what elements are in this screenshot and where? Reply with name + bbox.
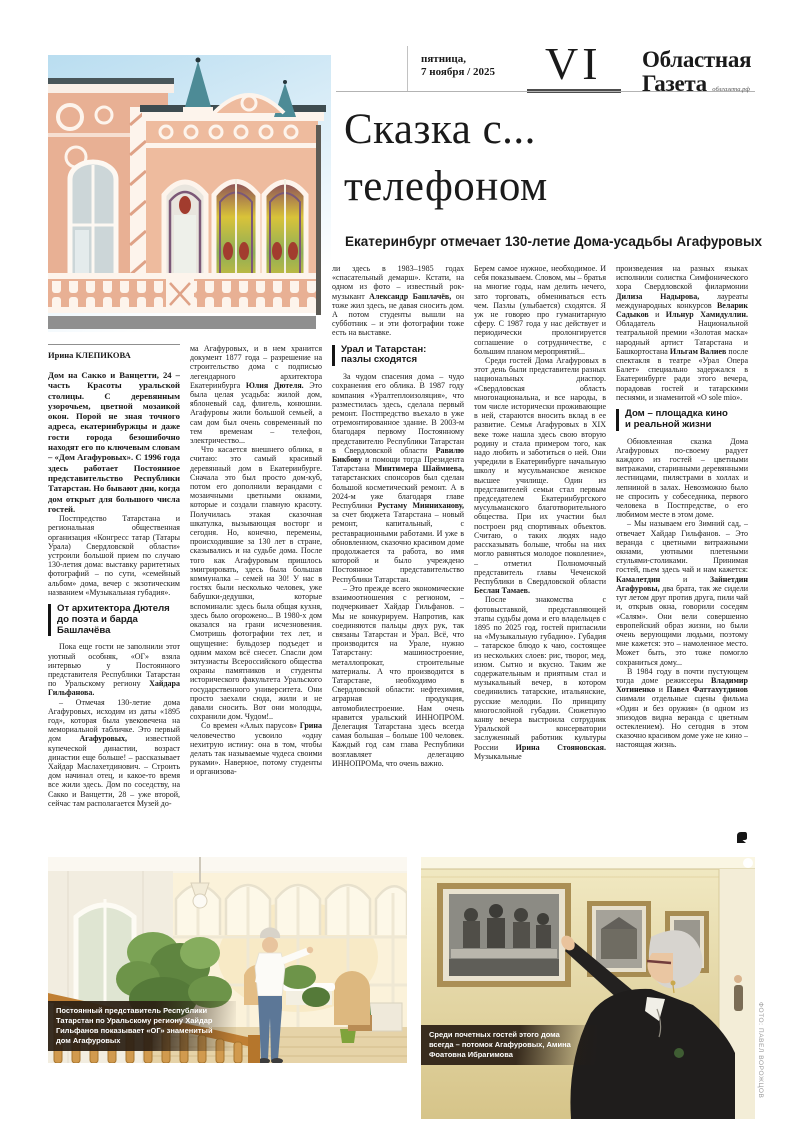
photo-caption-right: Среди почетных гостей этого дома всегда – потомок Агафуровых, Амина Фоатовна Ибрагимова (421, 1025, 597, 1065)
text-column-3 (332, 264, 464, 846)
subhead-line: до поэта и барда Башлачёва (57, 613, 138, 636)
lede-paragraph: Дом на Сакко и Ванцетти, 24 – часть Красоты уральской столицы. С деревянным узорочьем, цветной мозаикой окон. Порой не зная точного адреса, екатеринбуржцы и даже гости города безошибочно находят его по ключевым словам – «Дом Агафуровых». С 1996 года здесь работает Постоянное представительство Республики Татарстан. Но бывают дни, когда дом открыт для большого числа гостей. (48, 370, 180, 514)
headline-line2: телефоном (344, 163, 548, 210)
subhead-line: Дом – площадка кино (625, 408, 728, 420)
byline: Ирина КЛЕПИКОВА (48, 344, 180, 361)
text-column-2 (190, 344, 322, 857)
paragraph: Берем самое нужное, необходимое. И себя показываем. Словом, мы – братья на многие годы, нам делить нечего, зато торговать, обмениваться есть чем. Пазлы (улыбается) сходятся. Я уж не говорю про гуманитарную сферу. С 1987 года у нас действует и периодически пролонгируется соглашение о сотрудничестве, с большим планом мероприятий... (474, 264, 606, 356)
paragraph: – Отмечая 130-летие дома Агафуровых, исходим из даты «1895 год», которая была увековечена на мемориальной табличке. Это первый дом Агафуровых, известной купеческой династии, возраст династии еще больше! – рассказывает Хайдар Маслахетдинович. – Строить дом начинал отец, и какое-то время все жили здесь. Дом по соседству, на Сакко и Ванцетти, 28 – уже второй, сейчас там располагается Музей до- (48, 697, 180, 808)
paragraph: Что касается внешнего облика, я считаю: это самый красивый деревянный дом в Екатеринбурге. Сначала это был просто дом-куб, потом его дополнили верандами с мозаичными цветными окнами, которые и создали главную красоту. Получилась этакая сказочная шкатулка, вызывающая восторг и сегодня. Но, конечно, перемены, происходившие за 130 лет в стране, сказывались и на судьбе дома. После того как Агафуровым пришлось эмигрировать, здесь была большая коммуналка – семей на 30! У нас в гостях были несколько человек, уже бабушки-дедушки, которые вспоминали: здесь была общая кухня, здесь было огорожено... В 1980-х дом оказался на грани исчезновения. Смотришь фотографии тех лет, и ощущение: бульдозер подъедет и одним махом всё снесет. Спасли дом энтузиасты Всероссийского общества охраны памятников и студенты исторического факультета Уральского государственного университета. Они просто заехали сюда, жили и не давали сносить. Вот они молодцы, сохранили дом. Чудом!.. (190, 445, 322, 722)
masthead-divider (407, 46, 408, 92)
text-column-4 (474, 264, 606, 846)
paragraph: За чудом спасения дома – чудо сохранения его облика. В 1987 году компания «Уралтеплоизоляция», что разместилась здесь, сделала первый ремонт. Постпредство въехало в уже отремонтированное здание. В 2003-м благодаря первому Постоянному представителю Республики Татарстан в Свердловской области Равилю Бикбову и помощи тогда Президента Татарстана Минтимера Шаймиева, татарстанских спонсоров был сделан большой косметический ремонт. А в 2024-м уже благодаря главе Республики Рустаму Минниханову, за счет бюджета Татарстана – новый ремонт, капитальный, с реставрационными работами. И уже в обновленном, сказочно красивом доме продолжается та работа, во имя которой и было учреждено Постоянное представительство Республики Татарстан. (332, 372, 464, 584)
article-headline (344, 101, 548, 215)
subhead-ural-tatarstan (332, 345, 464, 367)
photo-credit: ФОТО: ПАВЕЛ ВОРОЖЦОВ (757, 1002, 764, 1099)
paragraph: произведения на разных языках исполнили солистка Симфонического хора Свердловской филармонии Дилиза Надырова, лауреаты международных конкурсов Веларик Садыков и Ильнур Хамидуллин. Обладатель Национальной театральной премии «Золотая маска» народный артист Татарстана и Башкортостана Ильгам Валиев после спектакля в театре «Урал Опера Балет» специально задержался в Екатеринбурге ради этого вечера, порадовав гостей и татарскими песнями, и знаменитой «O sole mio». (616, 264, 748, 402)
photo-winter-garden (48, 857, 407, 1063)
subhead-architect (48, 604, 180, 636)
house-facade-illustration (48, 55, 331, 332)
newspaper-title (642, 48, 751, 102)
paragraph: ма Агафуровых, и в нем хранится документ 1877 года – разрешение на строительство дома с подписью легендарного архитектора Екатеринбурга Юлия Дютеля. Это была целая усадьба: жилой дом, яблоневый сад, флигель, конюшни. Агафуровы жили большой семьей, а сам дом был очень современный по тем временам – телефон, электричество... (190, 344, 322, 446)
subhead-line: пазлы сходятся (341, 354, 418, 366)
paragraph: Со времен «Алых парусов» Грина человечество усвоило «одну нехитрую истину: она в том, чтобы делать так называемые чудеса своими руками». Наверное, потому студенты и организова- (190, 721, 322, 777)
photo-gallery-guest (421, 857, 755, 1119)
subhead-line: От архитектора Дютеля (57, 602, 170, 614)
paragraph: Среди гостей Дома Агафуровых в этот день были представители разных национальных диаспор. «Свердловская область многонациональна, и все народы, в том числе исторически проживающие в ней, стараются вносить вклад в ее развитие. Семья Агафуровых в XIX веке тоже нашла здесь свою вторую родину и стала примером того, как надо любить и заботиться о ней. Они учредили в Екатеринбурге начальную школу и мусульманское женское высшее училище. Один из представителей семьи стал первым председателем Екатеринбургского мусульманского благотворительного общества. При их участии был построен ряд спортивных объектов. Считаю, о таких людях надо рассказывать больше, чтобы на них могло равняться молодое поколение», – отметил Полномочный представитель главы Чеченской Республики в Свердловской области Беслан Тамаев. (474, 356, 606, 596)
paragraph: – Мы называем его Зимний сад, – отвечает Хайдар Гильфанов. – Это веранда с цветными витражными окнами, уютными плетеными стульями-столиками. Принимая гостей, пьем здесь чай и нам кажется: Камалетдин и Зайнетдин Агафуровы, два брата, так же сидели тут летом друг против друга, пили чай и, открыв окна, говорили соседям «Салям». Они вели совершенно европейский образ жизни, но были очень верующими людьми, поэтому мне кажется: это – намоленное место. Может быть, это тоже помогло сохраниться дому... (616, 519, 748, 667)
headline-line1: Сказка с... (344, 106, 536, 153)
photo-caption-left: Постоянный представитель Республики Татарстан по Уральскому региону Хайдар Гильфанов показывает «ОГ» знаменитый дом Агафуровых (48, 1001, 236, 1051)
newspaper-title-line2: Газета (642, 71, 707, 96)
newspaper-title-line1: Областная (642, 47, 752, 72)
text-column-5 (616, 264, 748, 846)
subhead-line: и реальной жизни (625, 418, 712, 430)
og-endmark-icon (736, 831, 748, 844)
masthead-date (421, 53, 495, 79)
photo-house-facade (48, 55, 331, 332)
paragraph: В 1984 году в почти пустующем тогда доме режиссеры Владимир Хотиненко и Павел Фаттахутдинов снимали отдельные сцены фильма «Один и без оружия» (в одном из эпизодов видна веранда с цветным остеклением). Но сегодня в этом сказочно красивом доме уже не кино – настоящая жизнь. (616, 666, 748, 750)
paragraph: После знакомства с фотовыставкой, представляющей этапы судьбы дома и его владельцев с 1895 по 2025 год, гостей пригласили на «Музыкальную губадию». Губадия – татарское блюдо к чаю, состоящее из нескольких слоев: рис, творог, мед, изюм. Сытно и вкусно. Таким же содержательным и приятным стал и музыкальный вечер, в котором соединились татарские, итальянские, русские мелодии. По принципу многослойной губадии. Сюжетную канву вечера выстроила сотрудник Уральской консерватории заслуженный работник культуры России Ирина Стояновская. Музыкальные (474, 595, 606, 761)
newspaper-site: облгазета.рф (712, 86, 751, 93)
masthead-date-line: 7 ноября / 2025 (421, 66, 495, 78)
paragraph: Постпредство Татарстана и региональная общественная организация «Конгресс татар (Татары Урала) Свердловской области» устроили большой прием по случаю 130-летия дома: выставку раритетных фотографий – по сути, «семейный альбом» дома, вечер с экзотическим названием «Музыкальная губадия». (48, 514, 180, 597)
page-number: VI (545, 38, 602, 89)
paragraph: Пока еще гости не заполнили этот уютный особняк, «ОГ» взяла интервью у Постоянного представителя Республики Татарстан по Уральскому региону Хайдара Гильфанова. (48, 642, 180, 698)
text-column-1 (48, 344, 180, 857)
subhead-line: Урал и Татарстан: (341, 343, 427, 355)
paragraph: Обновленная сказка Дома Агафуровых по-своему радует каждого из гостей – цветными витражами, старинными деревянными лестницами, пилястрами в холлах и лепниной в залах. Невозможно было не спросить у собеседника, первого человека в Постпредстве, о его любимом месте в этом доме. (616, 436, 748, 520)
paragraph: – Это прежде всего экономические взаимоотношения с регионом, – подчеркивает Хайдар Гильфанов. – Мы не конкурируем. Напротив, как соединяются пальцы двух рук, так связаны Татарстан и Урал. Всё, что производится на Урале, нужно Татарстану: машиностроение, металлопрокат, строительные материалы. А что производится в Татарстане, необходимо в Свердловской области: нефтехимия, аграрная продукция, автомобилестроение. Нам очень нравится уральский ИННОПРОМ. Делегация Татарстана здесь всегда самая большая – больше 100 человек. Каждый год сам глава Республики возглавляет делегацию ИННОПРОМа, что очень важно. (332, 583, 464, 768)
gallery-illustration (421, 857, 755, 1119)
subhead-cinema (616, 409, 748, 431)
masthead-day: пятница, (421, 53, 466, 65)
paragraph: ли здесь в 1983–1985 годах «спасательный демарш». Кстати, на одном из фото – известный рок-музыкант Александр Башлачёв, он тоже жил здесь, не давая сносить дом. А потом студенты вышли на субботник – и эти фотографии тоже есть на выставке. (332, 264, 464, 338)
article-subtitle: Екатеринбург отмечает 130-летие Дома-усадьбы Агафуровых (345, 234, 763, 249)
